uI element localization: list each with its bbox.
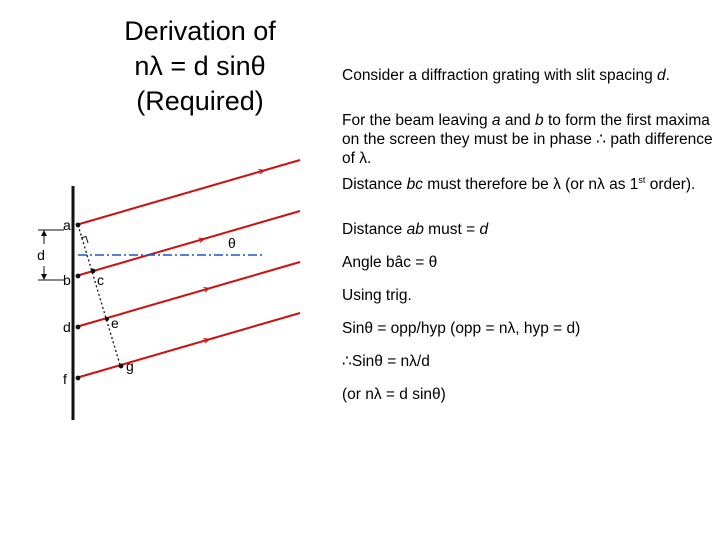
- point-c: [91, 269, 96, 274]
- title-line-2: nλ = d sinθ: [134, 51, 266, 81]
- point-a: [76, 223, 81, 228]
- title-line-3: (Required): [136, 86, 264, 116]
- point-b: [76, 274, 81, 279]
- title-line-1: Derivation of: [124, 16, 276, 46]
- label-b: b: [63, 272, 71, 288]
- note-phase: For the beam leaving a and b to form the first maxima on the screen they must be in phase ∴ path difference of λ.: [342, 112, 713, 167]
- label-angle: θ: [228, 235, 236, 251]
- label-a: a: [63, 217, 71, 233]
- ray-3: [76, 262, 300, 327]
- note-distance-bc: Distance bc must therefore be λ (or nλ as 1st order).: [342, 174, 696, 193]
- note-sin-definition: Sinθ = opp/hyp (opp = nλ, hyp = d): [342, 320, 581, 337]
- ray-2: [76, 211, 300, 276]
- note-angle: Angle bâc = θ: [342, 254, 438, 271]
- point-e: [105, 317, 109, 321]
- label-spacing: d: [37, 247, 45, 263]
- label-e: e: [111, 315, 119, 331]
- label-c: c: [97, 272, 104, 288]
- label-f: f: [63, 371, 67, 387]
- note-intro: Consider a diffraction grating with slit spacing d.: [342, 67, 670, 84]
- point-f: [76, 376, 81, 381]
- note-trig: Using trig.: [342, 287, 412, 304]
- grating-diagram: [0, 0, 340, 546]
- note-sin-result: ∴Sinθ = nλ/d: [342, 353, 430, 370]
- ray-1: [76, 160, 300, 225]
- label-g: g: [126, 358, 134, 374]
- spacing-arrowhead-up: [41, 230, 47, 236]
- spacing-arrowhead-down: [41, 274, 47, 280]
- point-g: [119, 364, 124, 369]
- note-final-equation: (or nλ = d sinθ): [342, 386, 446, 403]
- label-d: d: [63, 319, 71, 335]
- perpendicular-line: [78, 225, 121, 368]
- ray-4: [76, 313, 300, 378]
- note-distance-ab: Distance ab must = d: [342, 221, 489, 238]
- point-d: [76, 325, 81, 330]
- derivation-notes: [342, 66, 722, 404]
